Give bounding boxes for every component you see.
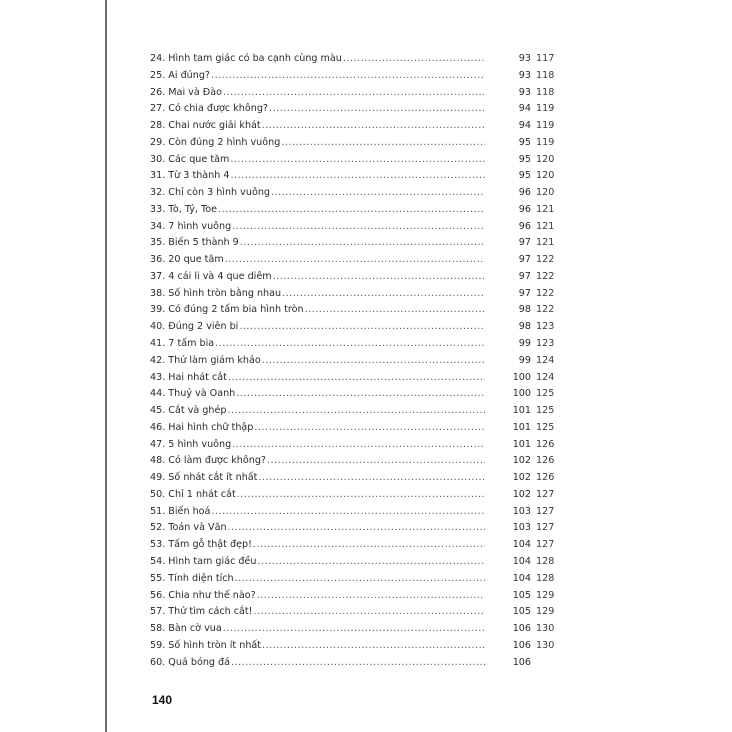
toc-entry bbox=[150, 638, 560, 655]
toc-entry bbox=[150, 370, 560, 387]
dot-leader bbox=[267, 453, 497, 470]
toc-entry-page: 99 bbox=[485, 353, 531, 370]
toc-entry-leader bbox=[150, 68, 497, 85]
toc-entry-leader bbox=[150, 571, 497, 588]
toc-entry-page: 104 bbox=[485, 571, 531, 588]
toc-entry-page: 106 bbox=[485, 638, 531, 655]
toc-entry-title: 24. Hình tam giác có ba cạnh cùng màu bbox=[150, 53, 342, 64]
toc-entry-title: 55. Tính diện tích bbox=[150, 572, 234, 584]
toc-entry bbox=[150, 420, 560, 437]
dot-leader bbox=[305, 302, 497, 319]
toc-entry bbox=[150, 470, 560, 487]
toc-entry-page: 97 bbox=[485, 286, 531, 303]
dot-leader bbox=[225, 252, 497, 269]
toc-entry-answer-page: 122 bbox=[536, 287, 555, 299]
toc-entry bbox=[150, 336, 560, 353]
toc-entry-leader bbox=[150, 437, 497, 454]
toc-entry-leader bbox=[150, 588, 497, 605]
toc-entry bbox=[150, 68, 560, 85]
toc-entry-leader bbox=[150, 370, 497, 387]
toc-entry-page: 104 bbox=[485, 554, 531, 571]
toc-entry-page: 94 bbox=[485, 118, 531, 135]
toc-entry-answer-page: 129 bbox=[536, 606, 555, 618]
toc-entry-answer-page: 123 bbox=[536, 321, 555, 333]
toc-entry bbox=[150, 520, 560, 537]
toc-entry-leader bbox=[150, 504, 497, 521]
toc-entry-answer-page: 125 bbox=[536, 421, 555, 433]
toc-entry-page: 93 bbox=[485, 68, 531, 85]
toc-entry-page: 95 bbox=[485, 168, 531, 185]
toc-entry-leader bbox=[150, 638, 497, 655]
toc-entry bbox=[150, 353, 560, 370]
toc-entry-leader bbox=[150, 135, 497, 152]
toc-entry-page: 95 bbox=[485, 135, 531, 152]
toc-entry-page: 101 bbox=[485, 403, 531, 420]
toc-entry-page: 98 bbox=[485, 302, 531, 319]
toc-entry bbox=[150, 571, 560, 588]
toc-entry-answer-page: 121 bbox=[536, 237, 555, 249]
toc-entry bbox=[150, 655, 560, 672]
toc-entry-title: 39. Có đúng 2 tấm bia hình tròn bbox=[150, 304, 304, 316]
toc-entry-leader bbox=[150, 537, 497, 554]
toc-entry-page: 97 bbox=[485, 235, 531, 252]
toc-entry-answer-page: 130 bbox=[536, 623, 555, 635]
toc-entry-title: 57. Thử tìm cách cắt! bbox=[150, 606, 253, 618]
dot-leader bbox=[228, 520, 497, 537]
toc-entry-page: 102 bbox=[485, 487, 531, 504]
dot-leader bbox=[218, 202, 497, 219]
toc-entry-leader bbox=[150, 621, 497, 638]
dot-leader bbox=[343, 51, 497, 68]
toc-entry-leader bbox=[150, 286, 497, 303]
toc-entry bbox=[150, 453, 560, 470]
toc-entry-page: 98 bbox=[485, 319, 531, 336]
toc-entry bbox=[150, 437, 560, 454]
toc-entry-answer-page: 122 bbox=[536, 270, 555, 282]
toc-entry bbox=[150, 135, 560, 152]
dot-leader bbox=[269, 101, 497, 118]
toc-entry-title: 60. Quả bóng đá bbox=[150, 656, 231, 668]
toc-entry-answer-page: 117 bbox=[536, 53, 555, 64]
table-of-contents bbox=[150, 51, 560, 671]
toc-entry-leader bbox=[150, 487, 497, 504]
toc-entry bbox=[150, 152, 560, 169]
toc-entry-leader bbox=[150, 302, 497, 319]
toc-entry bbox=[150, 554, 560, 571]
toc-entry-leader bbox=[150, 85, 497, 102]
toc-entry-title: 28. Chai nước giải khát bbox=[150, 120, 261, 132]
toc-entry-answer-page: 126 bbox=[536, 438, 555, 450]
dot-leader bbox=[258, 470, 497, 487]
dot-leader bbox=[235, 571, 497, 588]
dot-leader bbox=[223, 621, 497, 638]
toc-entry bbox=[150, 202, 560, 219]
toc-entry-title: 36. 20 que tăm bbox=[150, 254, 224, 266]
toc-entry-answer-page: 118 bbox=[536, 69, 555, 81]
toc-entry-answer-page: 128 bbox=[536, 572, 555, 584]
toc-entry-leader bbox=[150, 118, 497, 135]
toc-entry-leader bbox=[150, 101, 497, 118]
toc-entry-page: 93 bbox=[485, 51, 531, 68]
dot-leader bbox=[232, 437, 497, 454]
toc-entry-page: 96 bbox=[485, 185, 531, 202]
toc-entry-title: 40. Đúng 2 viên bi bbox=[150, 321, 239, 333]
toc-entry-leader bbox=[150, 554, 497, 571]
toc-entry-page: 100 bbox=[485, 386, 531, 403]
toc-entry bbox=[150, 319, 560, 336]
toc-entry-page: 101 bbox=[485, 420, 531, 437]
dot-leader bbox=[282, 286, 497, 303]
toc-entry-title: 33. Tò, Tý, Toe bbox=[150, 203, 218, 215]
toc-entry-page: 102 bbox=[485, 453, 531, 470]
toc-entry-leader bbox=[150, 185, 497, 202]
toc-entry bbox=[150, 85, 560, 102]
toc-entry-page: 97 bbox=[485, 252, 531, 269]
toc-entry-title: 31. Từ 3 thành 4 bbox=[150, 170, 230, 182]
toc-entry bbox=[150, 487, 560, 504]
dot-leader bbox=[211, 504, 497, 521]
toc-entry-title: 47. 5 hình vuông bbox=[150, 438, 232, 450]
dot-leader bbox=[257, 554, 497, 571]
toc-entry-title: 46. Hai hình chữ thập bbox=[150, 421, 254, 433]
toc-entry-answer-page: 120 bbox=[536, 187, 555, 199]
toc-entry-leader bbox=[150, 252, 497, 269]
page-spine-line bbox=[105, 0, 107, 732]
toc-entry bbox=[150, 537, 560, 554]
toc-entry-title: 59. Số hình tròn ít nhất bbox=[150, 639, 262, 651]
toc-entry-title: 26. Mai và Đào bbox=[150, 86, 222, 98]
toc-entry-page: 94 bbox=[485, 101, 531, 118]
toc-entry-answer-page: 128 bbox=[536, 555, 555, 567]
dot-leader bbox=[253, 537, 497, 554]
toc-entry-leader bbox=[150, 655, 497, 672]
dot-leader bbox=[262, 638, 497, 655]
toc-entry-page: 96 bbox=[485, 202, 531, 219]
toc-entry-leader bbox=[150, 336, 497, 353]
toc-entry bbox=[150, 269, 560, 286]
dot-leader bbox=[281, 135, 497, 152]
toc-entry bbox=[150, 101, 560, 118]
toc-entry-answer-page: 122 bbox=[536, 304, 555, 316]
toc-entry-answer-page: 122 bbox=[536, 254, 555, 266]
toc-entry-title: 38. Số hình tròn bằng nhau bbox=[150, 287, 282, 299]
dot-leader bbox=[232, 219, 497, 236]
toc-entry-title: 54. Hình tam giác đều bbox=[150, 555, 257, 567]
toc-entry-page: 103 bbox=[485, 520, 531, 537]
toc-entry-leader bbox=[150, 202, 497, 219]
toc-entry-title: 58. Bàn cờ vua bbox=[150, 623, 222, 635]
toc-entry-leader bbox=[150, 319, 497, 336]
dot-leader bbox=[211, 68, 497, 85]
toc-entry-answer-page: 125 bbox=[536, 405, 555, 417]
toc-entry-title: 27. Có chia được không? bbox=[150, 103, 269, 115]
toc-entry-leader bbox=[150, 152, 497, 169]
toc-entry bbox=[150, 302, 560, 319]
toc-entry-answer-page: 121 bbox=[536, 220, 555, 232]
toc-entry-answer-page: 127 bbox=[536, 505, 555, 517]
toc-entry bbox=[150, 252, 560, 269]
dot-leader bbox=[231, 655, 497, 672]
dot-leader bbox=[239, 319, 497, 336]
toc-entry bbox=[150, 168, 560, 185]
toc-entry-page: 106 bbox=[485, 621, 531, 638]
dot-leader bbox=[237, 487, 497, 504]
dot-leader bbox=[230, 152, 497, 169]
toc-entry-page: 106 bbox=[485, 655, 531, 672]
toc-entry-answer-page: 126 bbox=[536, 455, 555, 467]
toc-entry-title: 56. Chia như thế nào? bbox=[150, 589, 256, 601]
toc-entry-answer-page: 120 bbox=[536, 153, 555, 165]
toc-entry-answer-page: 120 bbox=[536, 170, 555, 182]
toc-entry-answer-page: 118 bbox=[536, 86, 555, 98]
toc-entry-page: 104 bbox=[485, 537, 531, 554]
toc-entry-answer-page: 129 bbox=[536, 589, 555, 601]
toc-entry-title: 35. Biến 5 thành 9 bbox=[150, 237, 239, 249]
dot-leader bbox=[262, 353, 497, 370]
toc-entry-answer-page: 127 bbox=[536, 488, 555, 500]
toc-entry-page: 105 bbox=[485, 604, 531, 621]
dot-leader bbox=[271, 185, 497, 202]
toc-entry-leader bbox=[150, 168, 497, 185]
toc-entry-leader bbox=[150, 51, 497, 68]
toc-entry-leader bbox=[150, 520, 497, 537]
toc-entry bbox=[150, 286, 560, 303]
toc-entry-title: 53. Tấm gỗ thật đẹp! bbox=[150, 539, 252, 551]
dot-leader bbox=[262, 118, 497, 135]
toc-entry-title: 52. Toán và Văn bbox=[150, 522, 227, 534]
toc-entry bbox=[150, 185, 560, 202]
toc-entry-page: 103 bbox=[485, 504, 531, 521]
toc-entry-answer-page: 124 bbox=[536, 354, 555, 366]
toc-entry-page: 102 bbox=[485, 470, 531, 487]
toc-entry bbox=[150, 51, 560, 68]
toc-entry-answer-page: 123 bbox=[536, 338, 555, 350]
toc-entry-page: 95 bbox=[485, 152, 531, 169]
dot-leader bbox=[240, 235, 497, 252]
toc-entry-title: 25. Ai đúng? bbox=[150, 69, 211, 81]
page-number: 140 bbox=[152, 693, 173, 707]
dot-leader bbox=[223, 85, 497, 102]
toc-entry-leader bbox=[150, 604, 497, 621]
toc-entry-title: 51. Biến hoá bbox=[150, 505, 211, 517]
toc-entry-leader bbox=[150, 353, 497, 370]
dot-leader bbox=[227, 403, 497, 420]
toc-entry-title: 37. 4 cái li và 4 que diêm bbox=[150, 270, 272, 282]
dot-leader bbox=[215, 336, 497, 353]
toc-entry-page: 96 bbox=[485, 219, 531, 236]
toc-entry-title: 44. Thuỷ và Oanh bbox=[150, 388, 236, 400]
toc-entry bbox=[150, 386, 560, 403]
toc-entry-answer-page: 119 bbox=[536, 136, 555, 148]
dot-leader bbox=[254, 604, 497, 621]
toc-entry-answer-page: 127 bbox=[536, 539, 555, 551]
toc-entry bbox=[150, 235, 560, 252]
toc-entry-leader bbox=[150, 235, 497, 252]
toc-entry-title: 41. 7 tấm bia bbox=[150, 338, 215, 350]
toc-entry-answer-page: 119 bbox=[536, 120, 555, 132]
toc-entry-leader bbox=[150, 453, 497, 470]
toc-entry-page: 105 bbox=[485, 588, 531, 605]
toc-entry-title: 45. Cắt và ghép bbox=[150, 405, 227, 417]
toc-entry-page: 93 bbox=[485, 85, 531, 102]
toc-entry bbox=[150, 588, 560, 605]
toc-entry-answer-page: 121 bbox=[536, 203, 555, 215]
toc-entry-title: 43. Hai nhát cắt bbox=[150, 371, 227, 383]
toc-entry bbox=[150, 604, 560, 621]
toc-entry-page: 101 bbox=[485, 437, 531, 454]
toc-entry-leader bbox=[150, 470, 497, 487]
toc-entry-title: 30. Các que tăm bbox=[150, 153, 230, 165]
toc-entry-answer-page: 126 bbox=[536, 472, 555, 484]
toc-entry-page: 97 bbox=[485, 269, 531, 286]
dot-leader bbox=[228, 370, 497, 387]
dot-leader bbox=[236, 386, 497, 403]
toc-entry-answer-page: 125 bbox=[536, 388, 555, 400]
toc-entry-title: 34. 7 hình vuông bbox=[150, 220, 232, 232]
toc-entry-leader bbox=[150, 386, 497, 403]
toc-entry-title: 49. Số nhát cắt ít nhất bbox=[150, 472, 258, 484]
toc-entry-answer-page: 119 bbox=[536, 103, 555, 115]
toc-entry-page: 99 bbox=[485, 336, 531, 353]
toc-entry-answer-page: 130 bbox=[536, 639, 555, 651]
toc-entry-leader bbox=[150, 269, 497, 286]
toc-entry-title: 50. Chỉ 1 nhát cắt bbox=[150, 488, 236, 500]
toc-entry-leader bbox=[150, 403, 497, 420]
toc-entry-title: 29. Còn đúng 2 hình vuông bbox=[150, 136, 281, 148]
toc-entry bbox=[150, 504, 560, 521]
toc-entry bbox=[150, 621, 560, 638]
toc-entry-title: 42. Thử làm giám khảo bbox=[150, 354, 261, 366]
toc-entry-leader bbox=[150, 420, 497, 437]
toc-entry-page: 100 bbox=[485, 370, 531, 387]
dot-leader bbox=[257, 588, 497, 605]
toc-entry-title: 32. Chỉ còn 3 hình vuông bbox=[150, 187, 270, 199]
toc-entry-answer-page: 127 bbox=[536, 522, 555, 534]
toc-entry bbox=[150, 118, 560, 135]
toc-entry-leader bbox=[150, 219, 497, 236]
toc-entry-answer-page: 124 bbox=[536, 371, 555, 383]
toc-entry-title: 48. Có làm được không? bbox=[150, 455, 266, 467]
toc-entry bbox=[150, 403, 560, 420]
dot-leader bbox=[231, 168, 498, 185]
dot-leader bbox=[273, 269, 497, 286]
toc-entry bbox=[150, 219, 560, 236]
dot-leader bbox=[254, 420, 497, 437]
